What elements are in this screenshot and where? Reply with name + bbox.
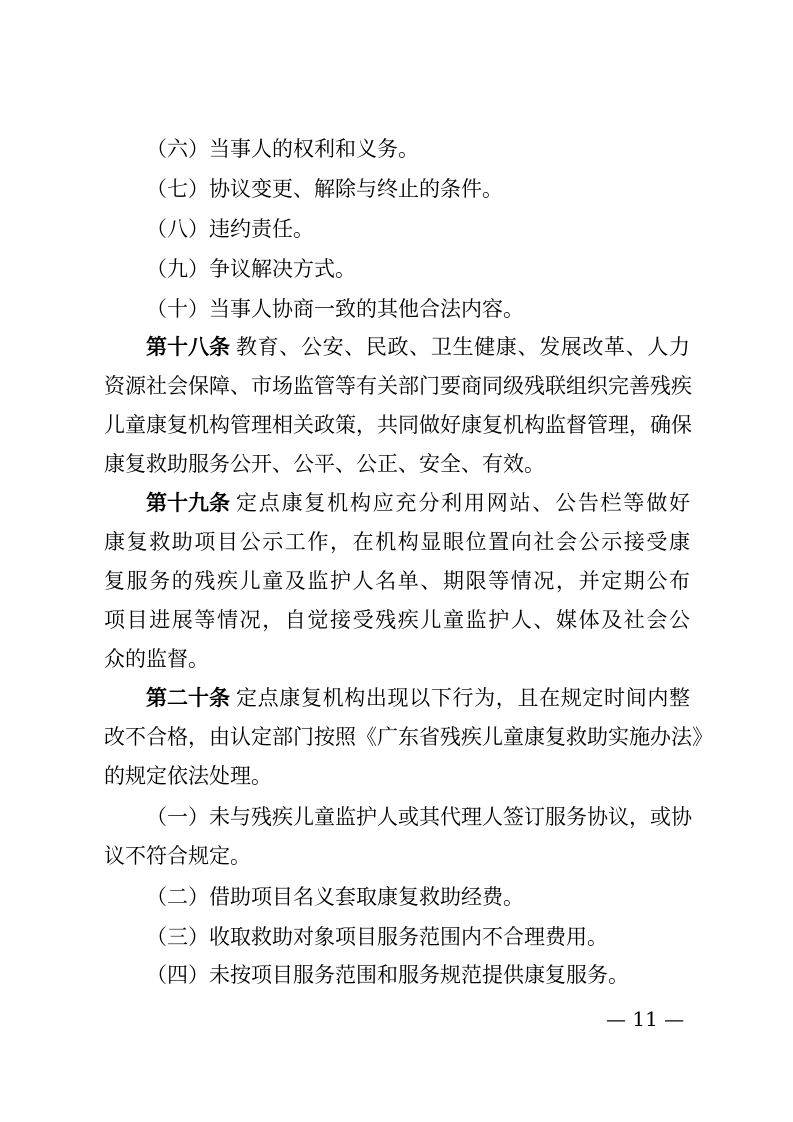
article-line: 资源社会保障、市场监管等有关部门要商同级残联组织完善残疾 bbox=[104, 374, 692, 398]
list-item: （八）违约责任。 bbox=[146, 217, 314, 241]
article-line: 康复救助服务公开、公平、公正、安全、有效。 bbox=[104, 452, 545, 476]
list-item: （十）当事人协商一致的其他合法内容。 bbox=[146, 297, 524, 321]
list-item-continuation: 议不符合规定。 bbox=[104, 844, 251, 868]
article-line: 众的监督。 bbox=[104, 647, 209, 671]
article-first-line: 第十九条 定点康复机构应充分利用网站、公告栏等做好 bbox=[0, 483, 793, 523]
article-label: 第十八条 bbox=[146, 335, 230, 359]
article-line: 复服务的残疾儿童及监护人名单、期限等情况，并定期公布 bbox=[104, 569, 692, 593]
article-line: 项目进展等情况，自觉接受残疾儿童监护人、媒体及社会公 bbox=[104, 608, 692, 632]
list-item: （二）借助项目名义套取康复救助经费。 bbox=[146, 885, 524, 909]
article-first-line: 第二十条 定点康复机构出现以下行为，且在规定时间内整 bbox=[0, 678, 793, 718]
list-item: （一）未与残疾儿童监护人或其代理人签订服务协议，或协 bbox=[146, 805, 692, 829]
list-item: （九）争议解决方式。 bbox=[146, 257, 356, 281]
article-line: 康复救助项目公示工作，在机构显眼位置向社会公示接受康 bbox=[104, 530, 692, 554]
article-line: 改不合格，由认定部门按照《广东省残疾儿童康复救助实施办法》 bbox=[104, 725, 713, 749]
article-label: 第十九条 bbox=[146, 491, 230, 515]
article-line: 的规定依法处理。 bbox=[104, 764, 272, 788]
list-item: （四）未按项目服务范围和服务规范提供康复服务。 bbox=[146, 963, 629, 987]
article-line: 儿童康复机构管理相关政策，共同做好康复机构监督管理，确保 bbox=[104, 413, 692, 437]
list-item: （三）收取救助对象项目服务范围内不合理费用。 bbox=[146, 925, 608, 949]
list-item: （七）协议变更、解除与终止的条件。 bbox=[146, 177, 503, 201]
article-first-line: 第十八条 教育、公安、民政、卫生健康、发展改革、人力 bbox=[0, 327, 793, 367]
list-item: （六）当事人的权利和义务。 bbox=[146, 137, 419, 161]
page-number: — 11 — bbox=[606, 1007, 685, 1031]
article-label: 第二十条 bbox=[146, 686, 230, 710]
